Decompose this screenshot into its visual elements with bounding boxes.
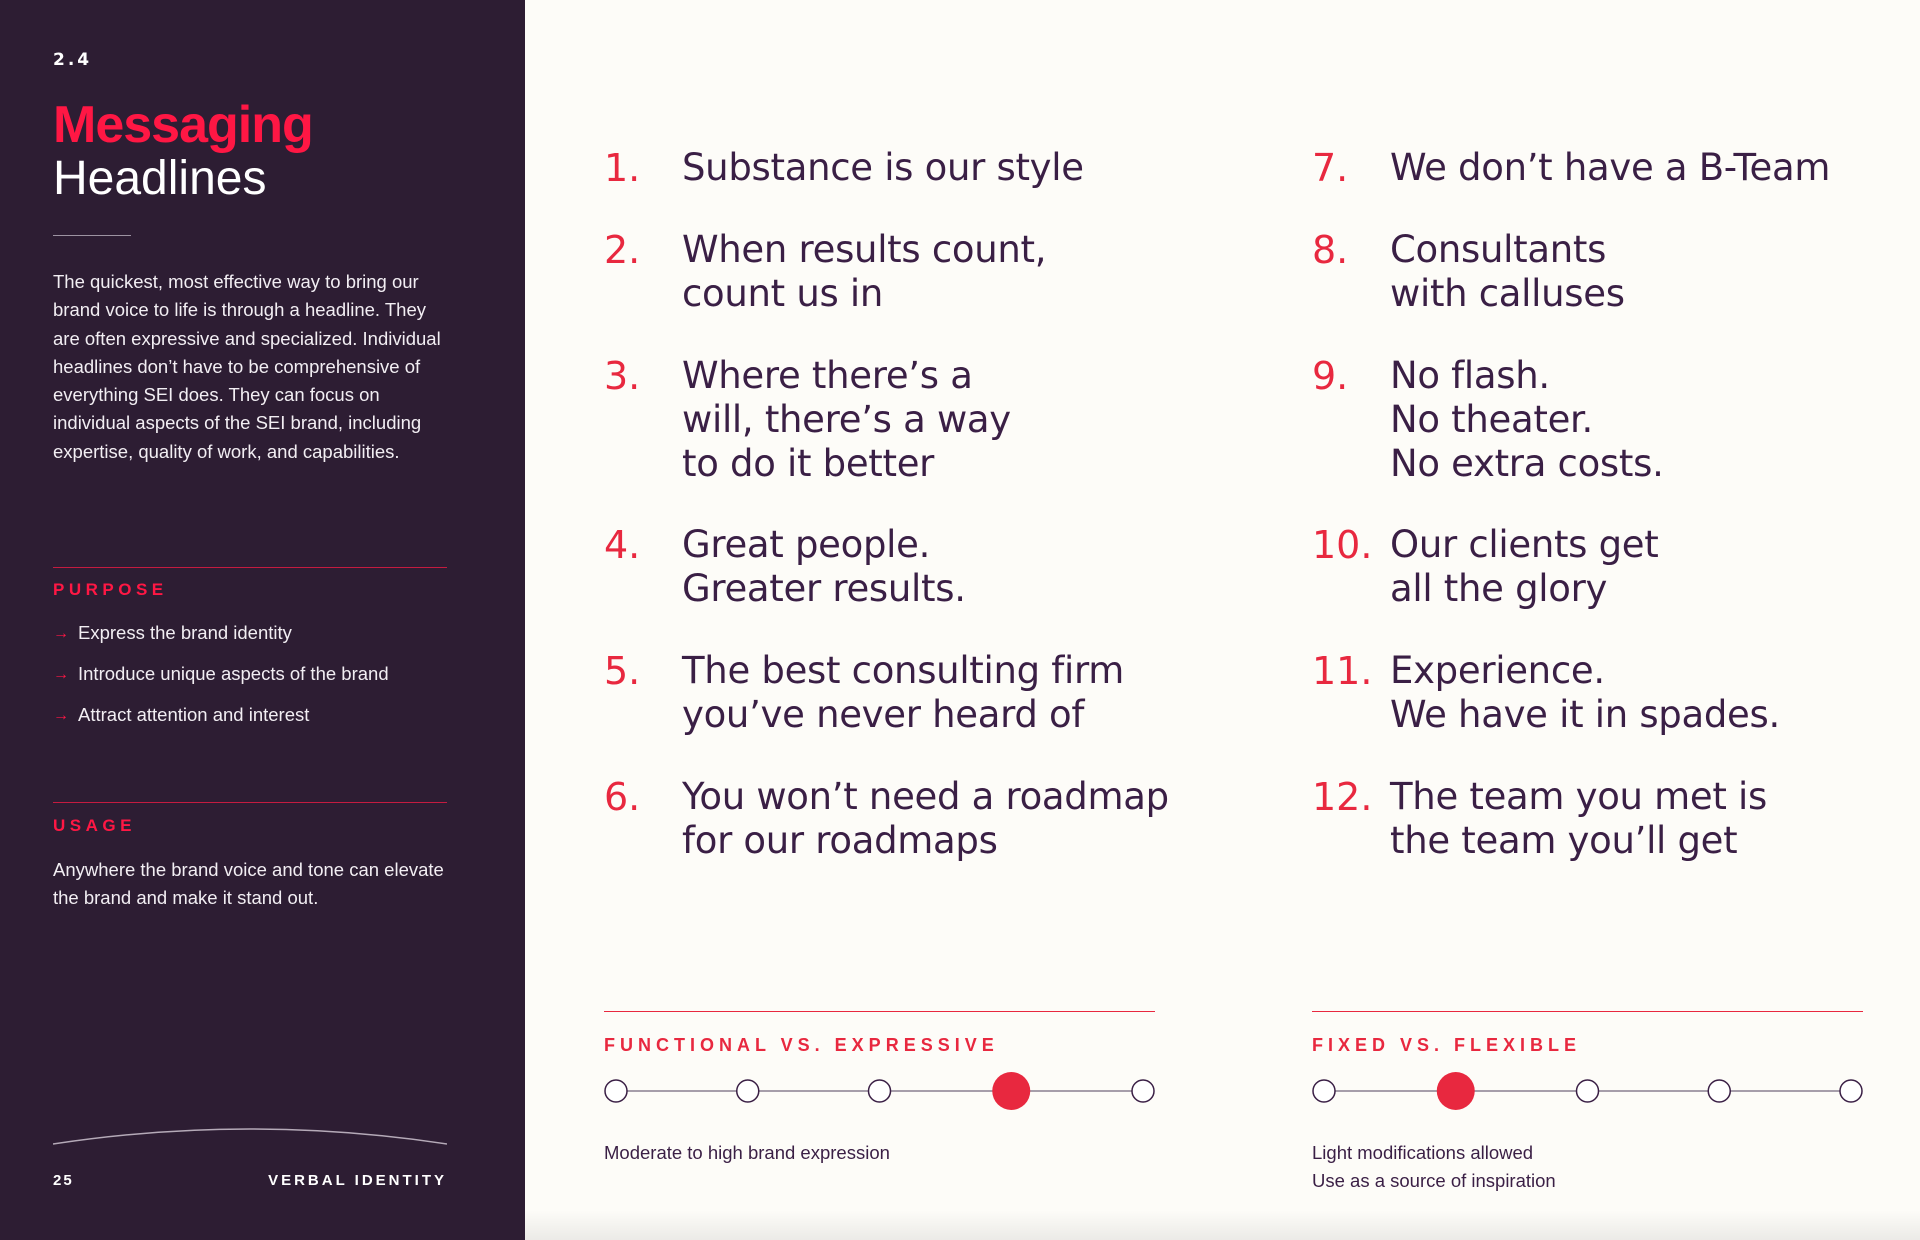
scale-step — [737, 1080, 759, 1102]
headline-number: 8. — [1312, 228, 1349, 272]
headline-number: 12. — [1312, 775, 1373, 819]
title-divider — [53, 235, 131, 236]
headline-number: 2. — [604, 228, 641, 272]
list-item — [53, 622, 389, 663]
page-number: 25 — [53, 1172, 74, 1189]
scale-divider — [1312, 1011, 1863, 1012]
purpose-divider — [53, 567, 447, 568]
purpose-item-label: Introduce unique aspects of the brand — [78, 663, 389, 684]
purpose-list — [53, 622, 389, 745]
scale-label: FUNCTIONAL VS. EXPRESSIVE — [604, 1035, 999, 1055]
scale-description: Light modifications allowed Use as a source of inspiration — [1312, 1142, 1556, 1191]
intro-paragraph: The quickest, most effective way to bring our brand voice to life is through a headline. They are often expressive and specialized. Individual headlines don’t have to be comprehensive of everything SEI does. They can focus on individual aspects of the SEI brand, including expertise, quality of work, and capabilities. — [53, 271, 441, 462]
usage-divider — [53, 802, 447, 803]
headline-number: 7. — [1312, 146, 1349, 190]
scale-step — [869, 1080, 891, 1102]
headline-item — [1312, 775, 1767, 863]
headline-text: The best consulting firm you’ve never heard of — [682, 649, 1125, 736]
headline-item — [604, 354, 1011, 486]
purpose-item-label: Attract attention and interest — [78, 704, 310, 725]
purpose-heading: PURPOSE — [53, 580, 168, 599]
headline-item — [1312, 523, 1658, 611]
headline-text: Substance is our style — [682, 146, 1084, 189]
scale-label: FIXED VS. FLEXIBLE — [1312, 1035, 1582, 1055]
list-item — [53, 663, 389, 704]
arrow-right-icon: → — [53, 707, 69, 724]
usage-paragraph: Anywhere the brand voice and tone can elevate the brand and make it stand out. — [53, 859, 444, 909]
headline-text: The team you met is the team you’ll get — [1390, 775, 1768, 862]
headline-item — [604, 775, 1169, 863]
scale-step — [1840, 1080, 1862, 1102]
headline-item — [604, 228, 1046, 316]
list-item — [53, 704, 389, 745]
bottom-shadow — [525, 1210, 1920, 1240]
headline-number: 5. — [604, 649, 641, 693]
headline-text: Where there’s a will, there’s a way to do it better — [682, 354, 1011, 485]
headline-text: Our clients get all the glory — [1390, 523, 1659, 610]
scale-step — [1708, 1080, 1730, 1102]
headline-text: When results count, count us in — [682, 228, 1047, 315]
headline-text: Consultants with calluses — [1390, 228, 1625, 315]
page-title — [53, 98, 313, 206]
headline-text: Great people. Greater results. — [682, 523, 966, 610]
headline-item — [1312, 354, 1664, 486]
headline-number: 6. — [604, 775, 641, 819]
headline-number: 10. — [1312, 523, 1373, 567]
scale-step — [1577, 1080, 1599, 1102]
scale-description: Moderate to high brand expression — [604, 1142, 890, 1163]
scale-step — [605, 1080, 627, 1102]
headline-item — [1312, 146, 1830, 190]
headline-number: 3. — [604, 354, 641, 398]
decorative-arc — [53, 1125, 447, 1145]
scale-step-selected — [1437, 1072, 1475, 1110]
arrow-right-icon: → — [53, 625, 69, 642]
headline-text: Experience. We have it in spades. — [1390, 649, 1780, 736]
usage-heading: USAGE — [53, 816, 136, 835]
headline-item — [604, 523, 966, 611]
headline-item — [1312, 228, 1625, 316]
headline-text: You won’t need a roadmap for our roadmaps — [682, 775, 1169, 862]
headline-item — [604, 146, 1084, 190]
scale-divider — [604, 1011, 1155, 1012]
headline-number: 1. — [604, 146, 641, 190]
section-number: 2.4 — [53, 50, 93, 70]
scale-track — [1312, 1071, 1863, 1111]
headline-number: 11. — [1312, 649, 1373, 693]
headline-item — [604, 649, 1124, 737]
headline-number: 9. — [1312, 354, 1349, 398]
scale-step — [1132, 1080, 1154, 1102]
page-title-line2: Headlines — [53, 152, 267, 205]
footer-section-name: VERBAL IDENTITY — [268, 1172, 447, 1189]
headline-text: We don’t have a B-Team — [1390, 146, 1831, 189]
headline-number: 4. — [604, 523, 641, 567]
headline-text: No flash. No theater. No extra costs. — [1390, 354, 1664, 485]
scale-step — [1313, 1080, 1335, 1102]
page-title-line1: Messaging — [53, 96, 313, 154]
arrow-right-icon: → — [53, 666, 69, 683]
headline-item — [1312, 649, 1780, 737]
purpose-item-label: Express the brand identity — [78, 622, 292, 643]
scale-track — [604, 1071, 1155, 1111]
sidebar — [0, 0, 525, 1240]
scale-step-selected — [992, 1072, 1030, 1110]
